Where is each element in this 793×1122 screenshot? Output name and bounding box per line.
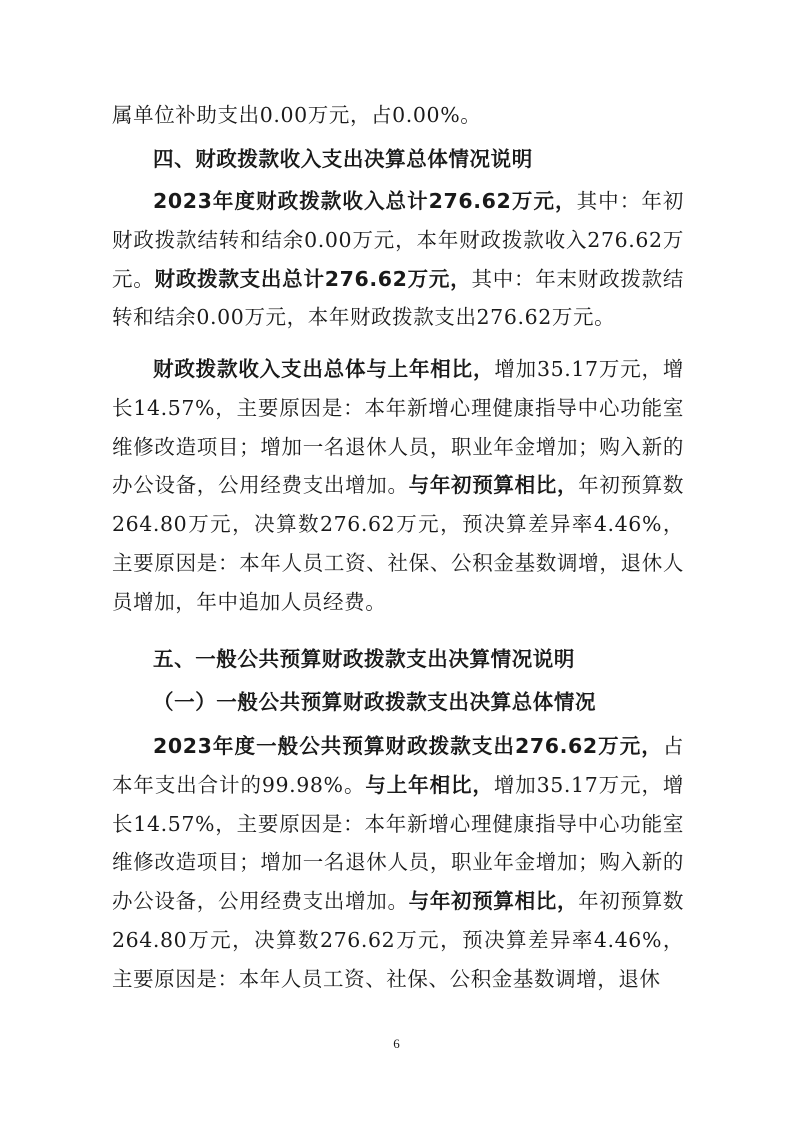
paragraph-fiscal-totals bbox=[112, 182, 684, 337]
paragraph-text: 属单位补助支出0.00万元，占0.00%。 bbox=[112, 103, 482, 127]
paragraph-text: 其中：年初财政拨款结转和结余0.00万元，本年财政拨款收入276.62万元。 bbox=[112, 189, 684, 291]
paragraph-fiscal-comparison bbox=[112, 350, 684, 622]
bold-phrase: 财政拨款收入支出总体与上年相比， bbox=[153, 357, 495, 381]
bold-phrase: 与上年相比， bbox=[365, 772, 494, 797]
paragraph-text: 年初预算数264.80万元，决算数276.62万元，预决算差异率4.46%，主要原因是：本年人员工资、社保、公积金基数调增，退休人员增加，年中追加人员经费。 bbox=[112, 473, 685, 614]
paragraph-text: 年初预算数264.80万元，决算数276.62万元，预决算差异率4.46%，主要原因是：本年人员工资、社保、公积金基数调增，退休 bbox=[112, 889, 685, 991]
paragraph-text: 其中：年末财政拨款结转和结余0.00万元，本年财政拨款支出276.62万元。 bbox=[112, 266, 684, 330]
page-number: 6 bbox=[393, 1036, 400, 1051]
subsection-heading-5-1: （一）一般公共预算财政拨款支出决算总体情况 bbox=[153, 690, 597, 714]
bold-phrase: 财政拨款支出总计276.62万元， bbox=[154, 266, 472, 291]
section-heading-5: 五、一般公共预算财政拨款支出决算情况说明 bbox=[153, 647, 575, 671]
section-heading-4: 四、财政拨款收入支出决算总体情况说明 bbox=[153, 147, 533, 171]
paragraph-text: 增加35.17万元，增长14.57%，主要原因是：本年新增心理健康指导中心功能室维修改造项目；增加一名退休人员，职业年金增加；购入新的办公设备，公用经费支出增加。 bbox=[112, 772, 684, 914]
paragraph-text: 占本年支出合计的99.98%。 bbox=[112, 734, 684, 797]
bold-phrase: 与年初预算相比， bbox=[408, 473, 579, 498]
paragraph-continuation bbox=[112, 96, 684, 135]
bold-phrase: 2023年度一般公共预算财政拨款支出276.62万元， bbox=[153, 734, 663, 758]
bold-phrase: 与年初预算相比， bbox=[408, 889, 579, 914]
paragraph-text: 增加35.17万元，增长14.57%，主要原因是：本年新增心理健康指导中心功能室维修改造项目；增加一名退休人员，职业年金增加；购入新的办公设备，公用经费支出增加。 bbox=[112, 357, 684, 498]
paragraph-general-budget bbox=[112, 727, 684, 999]
bold-phrase: 2023年度财政拨款收入总计276.62万元， bbox=[153, 189, 577, 213]
